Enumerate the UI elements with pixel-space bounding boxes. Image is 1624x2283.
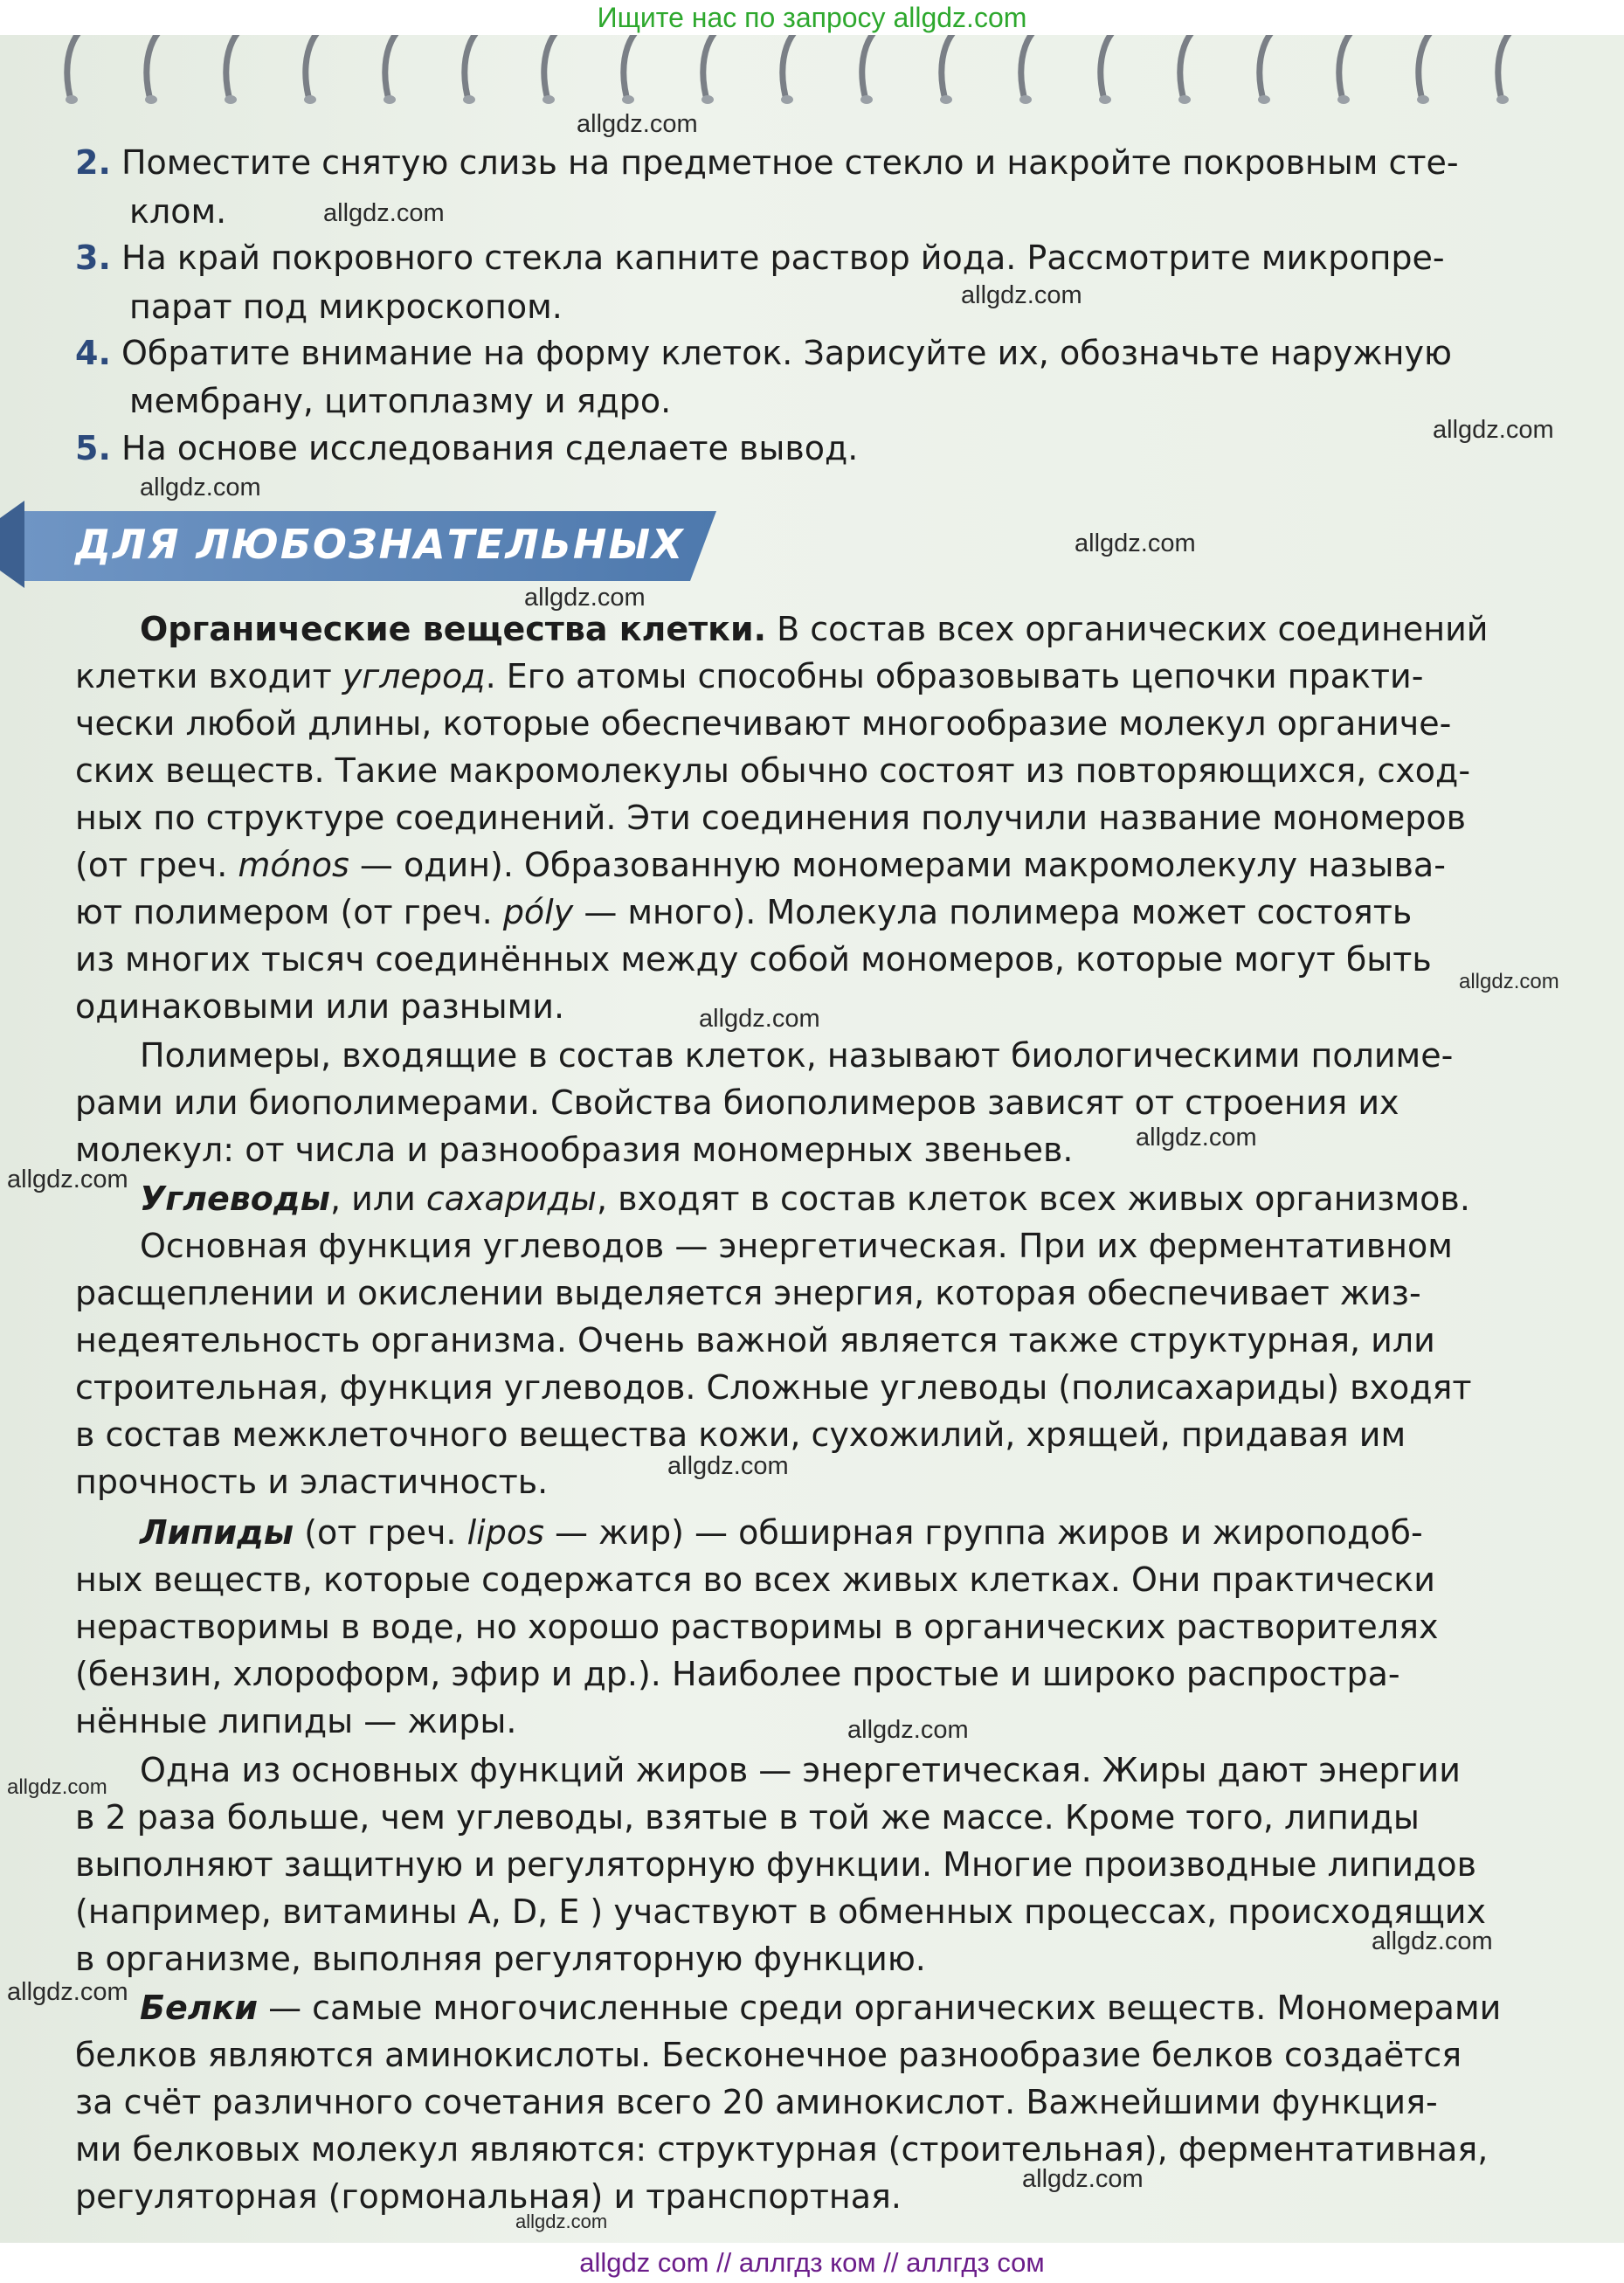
p1-line-9: одинаковыми или разными. xyxy=(75,987,565,1026)
term-poly: póly xyxy=(502,893,574,931)
p3-line-1: Углеводы, или сахариды, входят в состав клеток всех живых организмов. xyxy=(140,1180,1470,1218)
term-proteins: Белки xyxy=(140,1989,258,2027)
p1-line-3: чески любой длины, которые обеспечивают многообразие молекул органиче- xyxy=(75,704,1452,743)
p5-line-3: выполняют защитную и регуляторную функции. Многие производные липидов xyxy=(75,1845,1476,1884)
watermark: allgdz.com xyxy=(1136,1124,1257,1152)
p4-line-2: ных веществ, которые содержатся во всех живых клетках. Они практически xyxy=(75,1560,1435,1599)
p3-line-4: недеятельность организма. Очень важной является также структурная, или xyxy=(75,1321,1435,1359)
term-lipids: Липиды xyxy=(140,1513,294,1552)
p2-line-2: рами или биополимерами. Свойства биополимеров зависят от строения их xyxy=(75,1083,1399,1122)
watermark: allgdz.com xyxy=(515,2210,608,2232)
watermark: allgdz.com xyxy=(667,1452,789,1480)
watermark: allgdz.com xyxy=(524,584,646,612)
p4-line-5: нённые липиды — жиры. xyxy=(75,1702,517,1740)
step-number: 3. xyxy=(75,239,111,277)
watermark: allgdz.com xyxy=(7,1775,107,1799)
watermark: allgdz.com xyxy=(961,281,1082,309)
p6-line-3: за счёт различного сочетания всего 20 аминокислот. Важнейшими функция- xyxy=(75,2083,1438,2121)
p3-line-3: расщеплении и окислении выделяется энергия, которая обеспечивает жиз- xyxy=(75,1274,1421,1312)
p4-line-4: (бензин, хлороформ, эфир и др.). Наиболее простые и широко распростра- xyxy=(75,1655,1400,1693)
step-4-line-2: мембрану, цитоплазму и ядро. xyxy=(129,382,672,420)
watermark: allgdz.com xyxy=(140,474,261,502)
term-organic: Органические вещества клетки. xyxy=(140,610,767,648)
term-carbohydrates: Углеводы xyxy=(140,1180,330,1218)
term-monos: mónos xyxy=(238,846,349,884)
step-3-line-2: парат под микроскопом. xyxy=(129,287,563,326)
p6-line-5: регуляторная (гормональная) и транспортная. xyxy=(75,2177,902,2216)
watermark: allgdz.com xyxy=(1075,529,1196,557)
watermark: allgdz.com xyxy=(1433,416,1554,444)
p1-line-6: (от греч. mónos — один). Образованную мономерами макромолекулу называ- xyxy=(75,846,1446,884)
watermark: allgdz.com xyxy=(847,1716,969,1744)
watermark: allgdz.com xyxy=(1372,1927,1493,1955)
p4-line-3: нерастворимы в воде, но хорошо растворимы в органических растворителях xyxy=(75,1608,1439,1646)
step-3-line-1: 3. На край покровного стекла капните раствор йода. Рассмотрите микропре- xyxy=(75,239,1445,277)
p5-line-2: в 2 раза больше, чем углеводы, взятые в той же массе. Кроме того, липиды xyxy=(75,1798,1420,1837)
p3-line-6: в состав межклеточного вещества кожи, сухожилий, хрящей, придавая им xyxy=(75,1415,1406,1454)
step-4-line-1: 4. Обратите внимание на форму клеток. Зарисуйте их, обозначьте наружную xyxy=(75,334,1452,372)
step-number: 5. xyxy=(75,429,111,467)
step-2-line-1: 2. Поместите снятую слизь на предметное стекло и накройте покровным сте- xyxy=(75,143,1459,182)
p2-line-3: молекул: от числа и разнообразия мономерных звеньев. xyxy=(75,1131,1074,1169)
p3-line-7: прочность и эластичность. xyxy=(75,1463,549,1501)
p3-line-5: строительная, функция углеводов. Сложные углеводы (полисахариды) входят xyxy=(75,1368,1472,1407)
watermark: allgdz.com xyxy=(577,110,698,138)
p2-line-1: Полимеры, входящие в состав клеток, называют биологическими полиме- xyxy=(140,1036,1454,1075)
p1-line-7: ют полимером (от греч. póly — много). Молекула полимера может состоять xyxy=(75,893,1413,931)
p6-line-1: Белки — самые многочисленные среди органических веществ. Мономерами xyxy=(140,1989,1502,2027)
p5-line-5: в организме, выполняя регуляторную функцию. xyxy=(75,1940,926,1978)
p5-line-1: Одна из основных функций жиров — энергетическая. Жиры дают энергии xyxy=(140,1751,1461,1789)
term-carbon: углерод xyxy=(342,657,486,695)
step-2-line-2: клом. xyxy=(129,192,227,231)
p1-line-2: клетки входит углерод. Его атомы способны образовывать цепочки практи- xyxy=(75,657,1424,695)
term-lipos: lipos xyxy=(466,1513,544,1552)
p1-line-4: ских веществ. Такие макромолекулы обычно состоят из повторяющихся, сход- xyxy=(75,751,1471,790)
watermark: allgdz.com xyxy=(1459,970,1559,993)
watermark: allgdz.com xyxy=(323,199,445,227)
p6-line-4: ми белковых молекул являются: структурная (строительная), ферментативная, xyxy=(75,2130,1489,2169)
section-title: ДЛЯ ЛЮБОЗНАТЕЛЬНЫХ xyxy=(75,521,685,568)
p1-line-1: Органические вещества клетки. В состав всех органических соединений xyxy=(140,610,1489,648)
watermark: allgdz.com xyxy=(7,1978,128,2006)
p6-line-2: белков являются аминокислоты. Бесконечное разнообразие белков создаётся xyxy=(75,2036,1462,2074)
p3-line-2: Основная функция углеводов — энергетическая. При их ферментативном xyxy=(140,1227,1453,1265)
watermark: allgdz.com xyxy=(699,1005,820,1033)
watermark: allgdz.com xyxy=(1022,2165,1144,2193)
step-number: 2. xyxy=(75,143,111,182)
p4-line-1: Липиды (от греч. lipos — жир) — обширная группа жиров и жироподоб- xyxy=(140,1513,1423,1552)
p1-line-5: ных по структуре соединений. Эти соединения получили название мономеров xyxy=(75,799,1467,837)
top-banner[interactable]: Ищите нас по запросу allgdz.com xyxy=(0,0,1624,35)
watermark: allgdz.com xyxy=(7,1166,128,1193)
p1-line-8: из многих тысяч соединённых между собой мономеров, которые могут быть xyxy=(75,940,1432,979)
step-5-line-1: 5. На основе исследования сделаете вывод. xyxy=(75,429,859,467)
bottom-banner[interactable]: allgdz com // аллгдз ком // аллгдз сом xyxy=(0,2243,1624,2283)
step-number: 4. xyxy=(75,334,111,372)
p5-line-4: (например, витамины A, D, E ) участвуют в обменных процессах, происходящих xyxy=(75,1892,1486,1931)
term-saccharides: сахариды xyxy=(425,1180,597,1218)
